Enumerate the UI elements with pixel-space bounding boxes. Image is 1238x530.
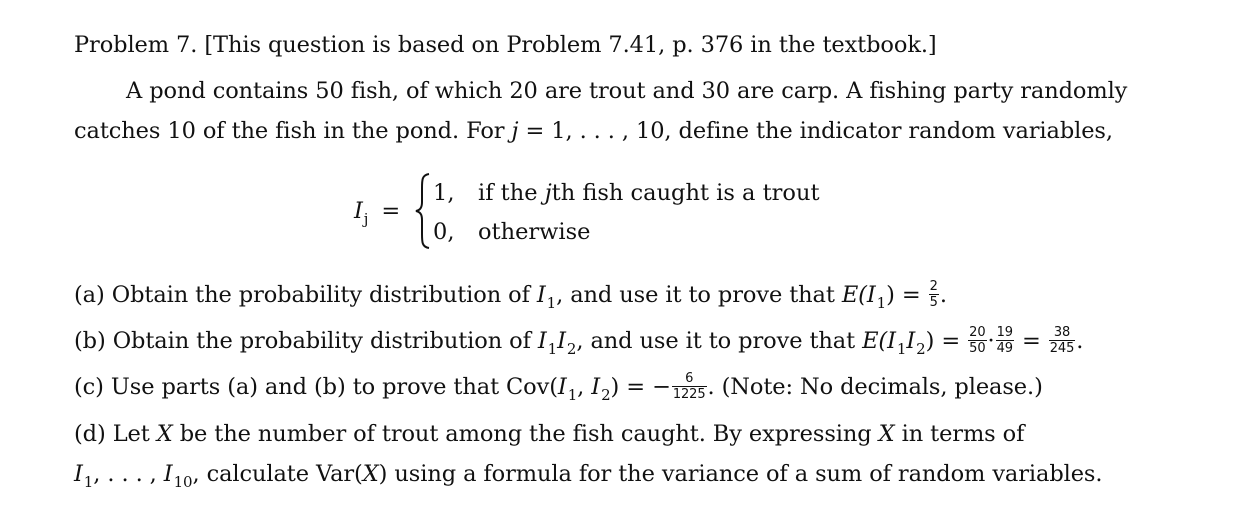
case-1-j-variable: j: [544, 180, 552, 206]
part-b-expr-sub2: 2: [916, 340, 926, 358]
part-d-text-c2: ) using a formula for the variance of a sum of random variables.: [378, 461, 1103, 487]
part-c-var2: I: [591, 374, 601, 400]
part-d-line-1: [74, 419, 1024, 449]
part-b-var2: I: [557, 328, 566, 354]
case-1: [433, 178, 454, 208]
part-b-f2-num: 19: [996, 324, 1013, 340]
part-d-text-c: in terms of: [894, 421, 1025, 447]
part-d-sub1: 1: [83, 473, 94, 491]
part-b-fraction-1: [968, 326, 986, 355]
part-a-mid: , and use it to prove that: [556, 282, 842, 308]
intro-text-a: catches 10 of the fish in the pond. For: [74, 118, 512, 144]
part-a-expr-sub: 1: [876, 294, 887, 312]
part-d-text-b2: , calculate Var(: [192, 461, 363, 487]
part-d-var2: I: [163, 461, 173, 487]
part-d-var1: I: [74, 461, 83, 487]
part-b-f2-den: 49: [996, 340, 1013, 356]
intro-j-variable: j: [511, 118, 519, 144]
part-a-label: (a) Obtain the probability distribution of: [74, 282, 537, 308]
part-b-sub1: 1: [547, 340, 558, 358]
problem-heading-line: [74, 30, 937, 60]
part-a-end: .: [939, 282, 947, 308]
part-c-sub2: 2: [601, 386, 611, 404]
part-d-sub2: 10: [173, 473, 193, 491]
part-b-expr-b: I: [906, 328, 916, 354]
part-b-fraction-3: [1049, 326, 1076, 355]
case-1-text-a: if the: [478, 180, 545, 206]
part-b-dot: ·: [987, 328, 995, 354]
part-a: [74, 280, 947, 312]
part-a-var: I: [536, 282, 546, 308]
part-a-frac-den: 5: [929, 294, 938, 310]
part-a-fraction: [929, 280, 939, 309]
case-2: [433, 217, 454, 247]
part-b-f3-num: 38: [1049, 326, 1076, 341]
part-d-text-a: (d) Let: [74, 421, 157, 447]
part-b-sub2: 2: [566, 340, 577, 358]
problem-note: [This question is based on Problem 7.41, p. 376 in the textbook.]: [204, 32, 937, 58]
indicator-subscript: j: [363, 210, 369, 228]
problem-heading: Problem 7.: [74, 32, 198, 58]
part-b-eq2: =: [1014, 328, 1048, 354]
part-c-sub1: 1: [567, 386, 578, 404]
intro-text-b: = 1, . . . , 10, define the indicator random variables,: [518, 118, 1113, 144]
part-d-x3: X: [362, 461, 379, 487]
definition-lhs: [354, 196, 400, 228]
part-b-f1-den: 50: [969, 340, 986, 356]
definition-equals: =: [381, 198, 401, 224]
part-c-label: (c) Use parts (a) and (b) to prove that Cov(: [74, 374, 558, 400]
part-b-end: .: [1076, 328, 1084, 354]
part-c-frac-num: 6: [672, 372, 707, 387]
part-b-label: (b) Obtain the probability distribution of: [74, 328, 538, 354]
part-b-fraction-2: [996, 326, 1014, 355]
part-c: [74, 372, 1043, 404]
case-1-text-b: th fish caught is a trout: [551, 180, 820, 206]
part-b-mid: , and use it to prove that: [576, 328, 863, 354]
part-d-x2: X: [878, 421, 895, 447]
case-2-value: 0,: [433, 219, 455, 245]
part-b-f3-den: 245: [1049, 340, 1075, 356]
part-b-var1: I: [537, 328, 547, 354]
part-b-expr-a: E(I: [862, 328, 896, 354]
intro-line-1: A pond contains 50 fish, of which 20 are trout and 30 are carp. A fishing party randomly: [126, 78, 1128, 104]
part-c-var1: I: [557, 374, 567, 400]
part-d-x: X: [156, 421, 173, 447]
part-d-mid: , . . . ,: [93, 461, 164, 487]
case-1-condition: [478, 178, 820, 208]
part-b: [74, 326, 1083, 358]
part-a-expr: E(I: [841, 282, 876, 308]
case-1-value: 1,: [433, 180, 455, 206]
indicator-variable: I: [354, 198, 363, 224]
part-c-fraction: [672, 372, 707, 401]
part-a-sub: 1: [546, 294, 557, 312]
part-c-close: ) = −: [610, 374, 671, 400]
part-c-end: . (Note: No decimals, please.): [707, 374, 1043, 400]
part-b-expr-sub1: 1: [896, 340, 907, 358]
intro-line-2: [74, 116, 1113, 146]
case-2-condition: otherwise: [478, 219, 591, 245]
left-brace-icon: [414, 172, 432, 250]
part-b-f1-num: 20: [969, 324, 986, 340]
part-c-frac-den: 1225: [672, 386, 706, 402]
part-a-expr-end: ) =: [886, 282, 928, 308]
part-a-frac-num: 2: [929, 278, 938, 294]
part-b-expr-end: ) =: [925, 328, 968, 354]
part-c-comma: ,: [577, 374, 592, 400]
part-d-text-b: be the number of trout among the fish caught. By expressing: [172, 421, 879, 447]
part-d-line-2: [74, 459, 1102, 491]
